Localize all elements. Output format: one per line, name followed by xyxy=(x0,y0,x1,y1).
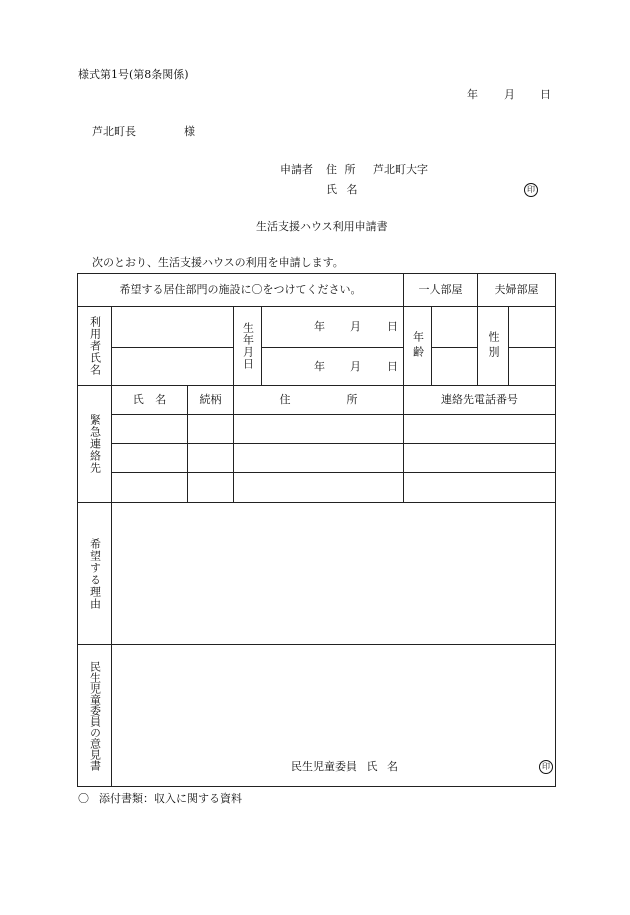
seal-icon: 印 xyxy=(524,183,538,197)
user-name-label: 利用者氏名 xyxy=(88,316,102,376)
address-label: 住 所 xyxy=(326,163,356,176)
opinion-field[interactable] xyxy=(112,645,555,755)
name-label: 氏 名 xyxy=(326,183,358,196)
option-couple-room[interactable]: 夫婦部屋 xyxy=(494,283,539,296)
reason-label: 希望する理由 xyxy=(88,537,102,610)
facility-prompt: 希望する居住部門の施設に〇をつけてください。 xyxy=(119,283,362,296)
date-year-label: 年 xyxy=(467,88,478,101)
age-field-2[interactable] xyxy=(432,348,477,385)
birth-day-1: 日 xyxy=(387,320,398,333)
address-value: 芦北町大字 xyxy=(373,163,428,176)
intro-text: 次のとおり、生活支援ハウスの利用を申請します。 xyxy=(92,256,344,269)
age-label: 年齢 xyxy=(411,331,425,361)
date-month-label: 月 xyxy=(504,88,515,101)
emergency-relation-field[interactable] xyxy=(188,415,233,443)
col-relation: 続柄 xyxy=(199,393,222,406)
birth-month-1: 月 xyxy=(350,320,361,333)
user-name-field-1[interactable] xyxy=(112,307,233,347)
sex-field-2[interactable] xyxy=(509,348,555,385)
opinion-label: 民生児童委員の意見書 xyxy=(88,660,102,771)
birth-year-1: 年 xyxy=(314,320,325,333)
table-border-bottom xyxy=(77,786,556,787)
emergency-name-field[interactable] xyxy=(112,444,187,472)
attachment-bullet: 〇 xyxy=(78,792,89,805)
attachment-note: 添付書類：収入に関する資料 xyxy=(99,792,242,805)
applicant-label: 申請者 xyxy=(280,163,313,176)
emergency-name-field[interactable] xyxy=(112,415,187,443)
page-title: 生活支援ハウス利用申請書 xyxy=(256,220,388,233)
birth-date-field-1[interactable] xyxy=(262,307,403,347)
emergency-address-field[interactable] xyxy=(234,473,403,502)
age-field-1[interactable] xyxy=(432,307,477,347)
birth-year-2: 年 xyxy=(314,360,325,373)
seal-icon: 印 xyxy=(539,760,553,774)
emergency-relation-field[interactable] xyxy=(188,473,233,502)
sex-field-1[interactable] xyxy=(509,307,555,347)
birth-month-2: 月 xyxy=(350,360,361,373)
emergency-relation-field[interactable] xyxy=(188,444,233,472)
emergency-phone-field[interactable] xyxy=(404,473,555,502)
col-address: 住 所 xyxy=(279,393,358,406)
emergency-contact-label: 緊急連絡先 xyxy=(88,414,102,474)
birth-date-label: 生年月日 xyxy=(241,322,255,370)
col-phone: 連絡先電話番号 xyxy=(441,393,518,406)
addressee: 芦北町長 xyxy=(92,125,136,138)
emergency-phone-field[interactable] xyxy=(404,444,555,472)
commissioner-label: 民生児童委員 氏 名 xyxy=(291,760,398,773)
reason-field[interactable] xyxy=(112,503,555,644)
emergency-phone-field[interactable] xyxy=(404,415,555,443)
addressee-honorific: 様 xyxy=(184,125,195,138)
emergency-address-field[interactable] xyxy=(234,415,403,443)
option-single-room[interactable]: 一人部屋 xyxy=(418,283,463,296)
emergency-name-field[interactable] xyxy=(112,473,187,502)
date-day-label: 日 xyxy=(540,88,551,101)
table-border-right xyxy=(555,273,556,787)
col-name: 氏 名 xyxy=(132,393,167,406)
form-number: 様式第1号(第8条関係) xyxy=(78,68,189,81)
birth-date-field-2[interactable] xyxy=(262,348,403,385)
birth-day-2: 日 xyxy=(387,360,398,373)
user-name-field-2[interactable] xyxy=(112,348,233,385)
sex-label: 性別 xyxy=(487,331,500,361)
emergency-address-field[interactable] xyxy=(234,444,403,472)
